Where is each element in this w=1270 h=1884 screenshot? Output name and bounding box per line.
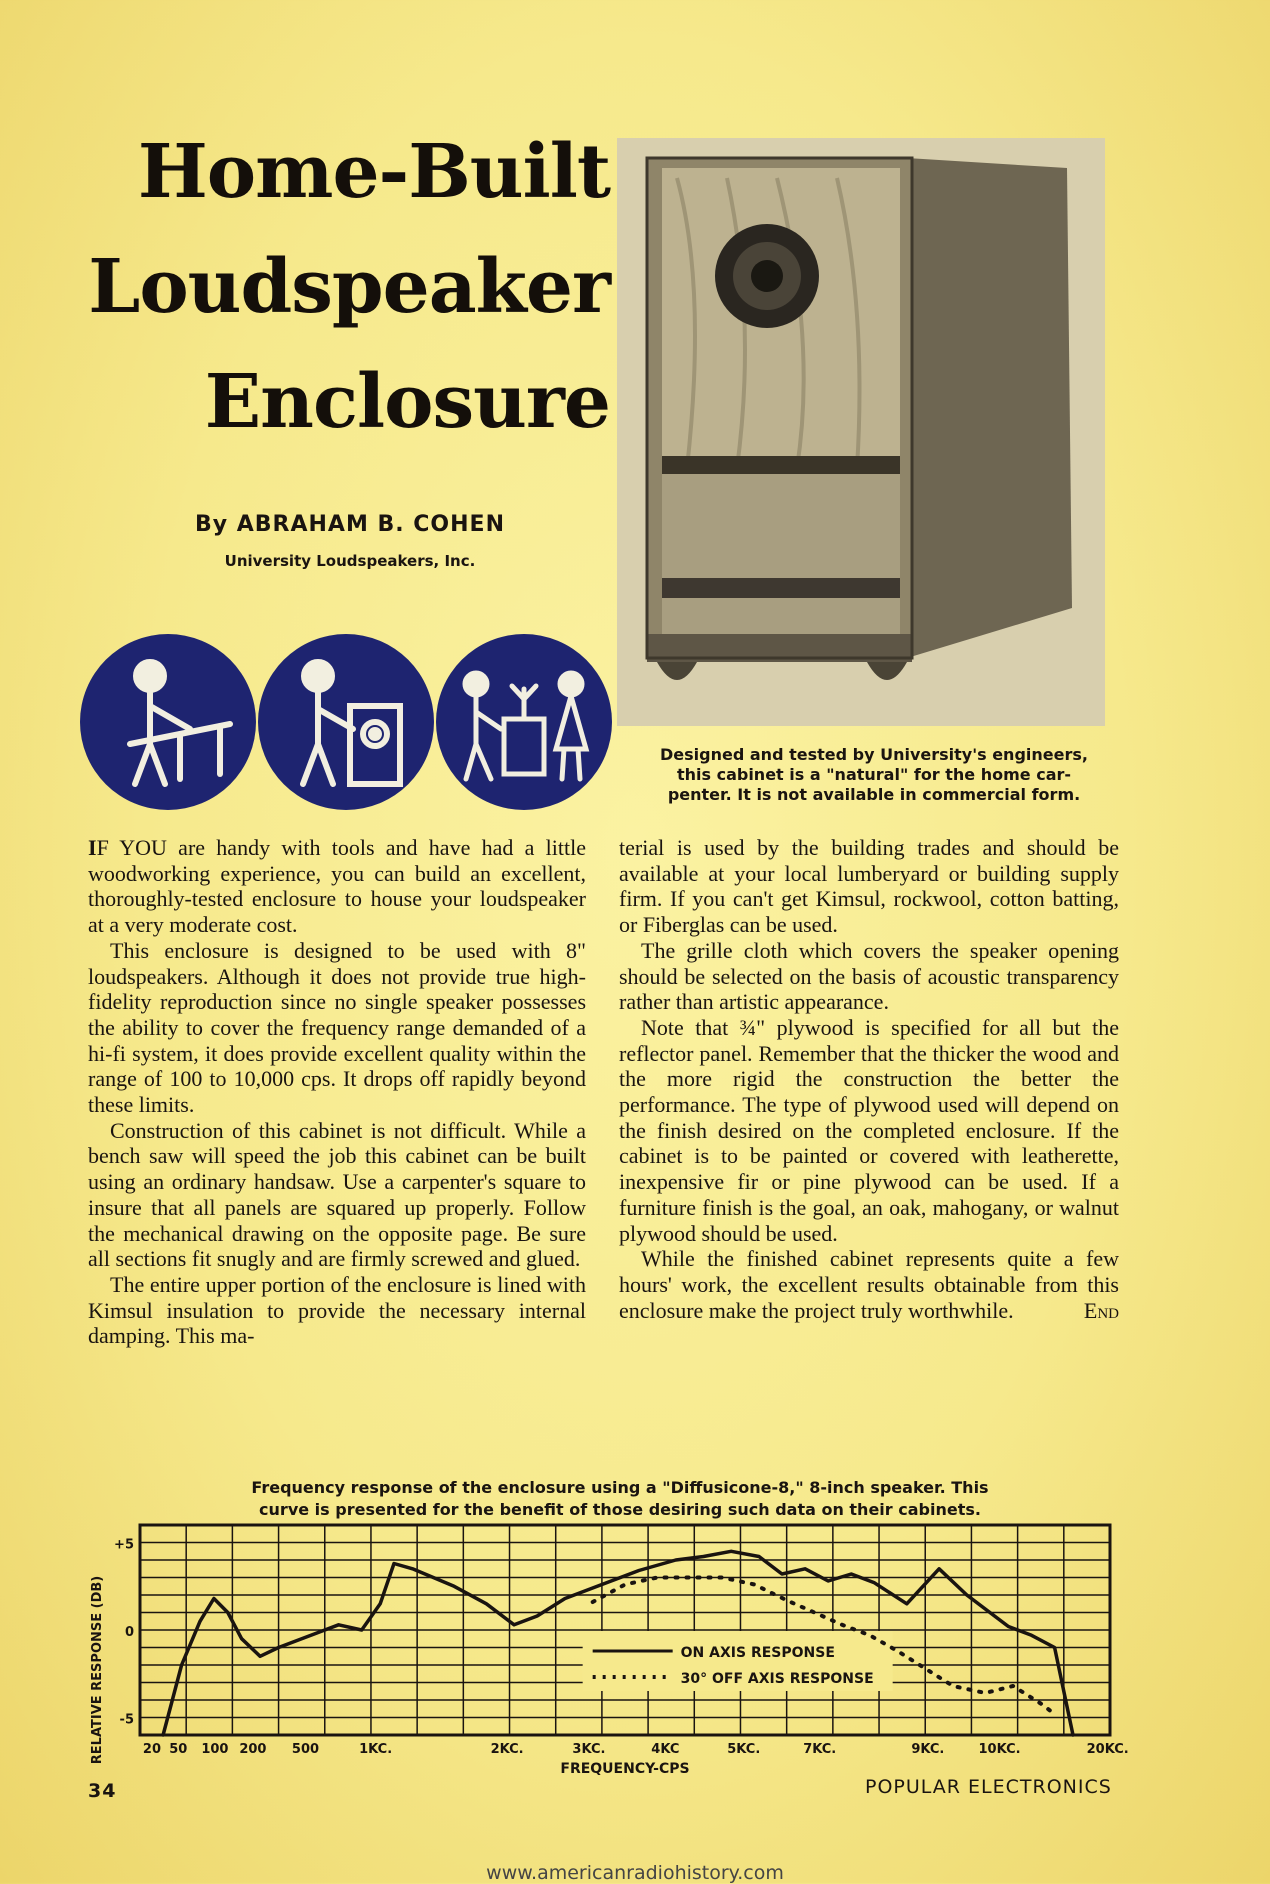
x-tick-label: 50 [169, 1742, 188, 1757]
x-tick-label: 20 [142, 1742, 162, 1757]
x-tick-label: 500 [291, 1742, 320, 1757]
end-mark: End [1083, 1297, 1119, 1323]
chart-caption-line: curve is presented for the benefit of those desiring such data on their cabinets. [259, 1500, 981, 1519]
body-column-2 [619, 835, 1119, 1323]
y-tick-label: -5 [119, 1712, 134, 1728]
magazine-name: POPULAR ELECTRONICS [865, 1776, 1112, 1798]
paragraph: The grille cloth which covers the speaker opening should be selected on the basis of acoustic transparency rather than artistic appearance. [619, 937, 1119, 1015]
x-tick-label: 200 [239, 1742, 267, 1757]
byline: By ABRAHAM B. COHEN [194, 512, 505, 537]
x-tick-label: 9KC. [911, 1742, 945, 1757]
legend-label: ON AXIS RESPONSE [680, 1645, 835, 1661]
source-url: www.americanradiohistory.com [486, 1862, 784, 1884]
x-axis-label: FREQUENCY-CPS [560, 1761, 690, 1777]
body-column-1 [88, 835, 586, 1349]
article-title [60, 115, 610, 460]
paragraph: Note that ¾" plywood is specified for all but the reflector panel. Remember that the thicker the wood and the more rigid the construction the better the performance. The type of plywood used will depend on the finish desired on the completed enclosure. If the cabinet is to be painted or covered with leatherette, inexpensive fir or pine plywood can be used. If a furniture finish is the goal, an oak, mahogany, or walnut plywood should be used. [619, 1014, 1119, 1246]
carpenter-with-cabinet-icon [258, 634, 434, 810]
title-line-3: Enclosure [204, 359, 610, 445]
chart-caption-line: Frequency response of the enclosure using a "Diffusicone-8," 8-inch speaker. This [251, 1478, 989, 1497]
cabinet-photo [617, 138, 1105, 726]
drop-cap: I [88, 835, 97, 860]
cabinet-illustration [617, 138, 1105, 726]
caption-line: penter. It is not available in commercial form. [667, 785, 1081, 804]
y-tick-label: 0 [124, 1625, 134, 1640]
caption-line: this cabinet is a "natural" for the home car- [676, 765, 1072, 784]
paragraph: While the finished cabinet represents quite a few hours' work, the excellent results obtainable from this enclosure make the project truly worthwhile. End [619, 1246, 1119, 1323]
paragraph: This enclosure is designed to be used with 8" loudspeakers. Although it does not provide true high-fidelity reproduction since no single speaker possesses the ability to cover the frequency range demanded of a hi-fi system, it does provide excellent quality within the range of 100 to 10,000 cps. It drops off rapidly beyond these limits. [88, 937, 586, 1118]
title-line-2: Loudspeaker [88, 244, 610, 330]
title-line-1: Home-Built [137, 129, 610, 215]
couple-with-cabinet-icon [436, 634, 612, 810]
x-tick-label: 2KC. [490, 1742, 524, 1757]
paragraph: The entire upper portion of the enclosure is lined with Kimsul insulation to provide the necessary internal damping. This ma- [88, 1271, 586, 1349]
paragraph: IF YOU are handy with tools and have had a little woodworking experience, you can build an excellent, thoroughly-tested enclosure to house your loudspeaker at a very moderate cost. [88, 835, 586, 938]
y-tick-label: +5 [114, 1537, 134, 1553]
x-tick-label: 100 [201, 1742, 229, 1757]
affiliation: University Loudspeakers, Inc. [224, 552, 476, 570]
legend-label: 30° OFF AXIS RESPONSE [680, 1671, 874, 1687]
x-tick-label: 10KC. [978, 1742, 1021, 1757]
x-tick-label: 4KC [651, 1742, 680, 1757]
carpenter-sawing-icon [80, 634, 256, 810]
x-tick-label: 3KC. [572, 1742, 606, 1757]
x-tick-label: 20KC. [1086, 1742, 1129, 1757]
frequency-response-chart [85, 1515, 1145, 1777]
paragraph: terial is used by the building trades and should be available at your local lumberyard or building supply firm. If you can't get Kimsul, rockwool, cotton batting, or Fiberglas can be used. [619, 835, 1119, 938]
y-axis-label: RELATIVE RESPONSE (DB) [90, 1575, 105, 1765]
x-tick-label: 1KC. [359, 1742, 393, 1757]
page-number: 34 [88, 1780, 117, 1802]
paragraph: Construction of this cabinet is not difficult. While a bench saw will speed the job this cabinet can be built using an ordinary handsaw. Use a carpenter's square to insure that all panels are squared up properly. Follow the mechanical drawing on the opposite page. Be sure all sections fit snugly and are firmly screwed and glued. [88, 1117, 586, 1272]
caption-line: Designed and tested by University's engineers, [660, 745, 1088, 764]
x-tick-label: 5KC. [727, 1742, 761, 1757]
photo-caption [630, 745, 1118, 805]
x-tick-label: 7KC. [803, 1742, 837, 1757]
